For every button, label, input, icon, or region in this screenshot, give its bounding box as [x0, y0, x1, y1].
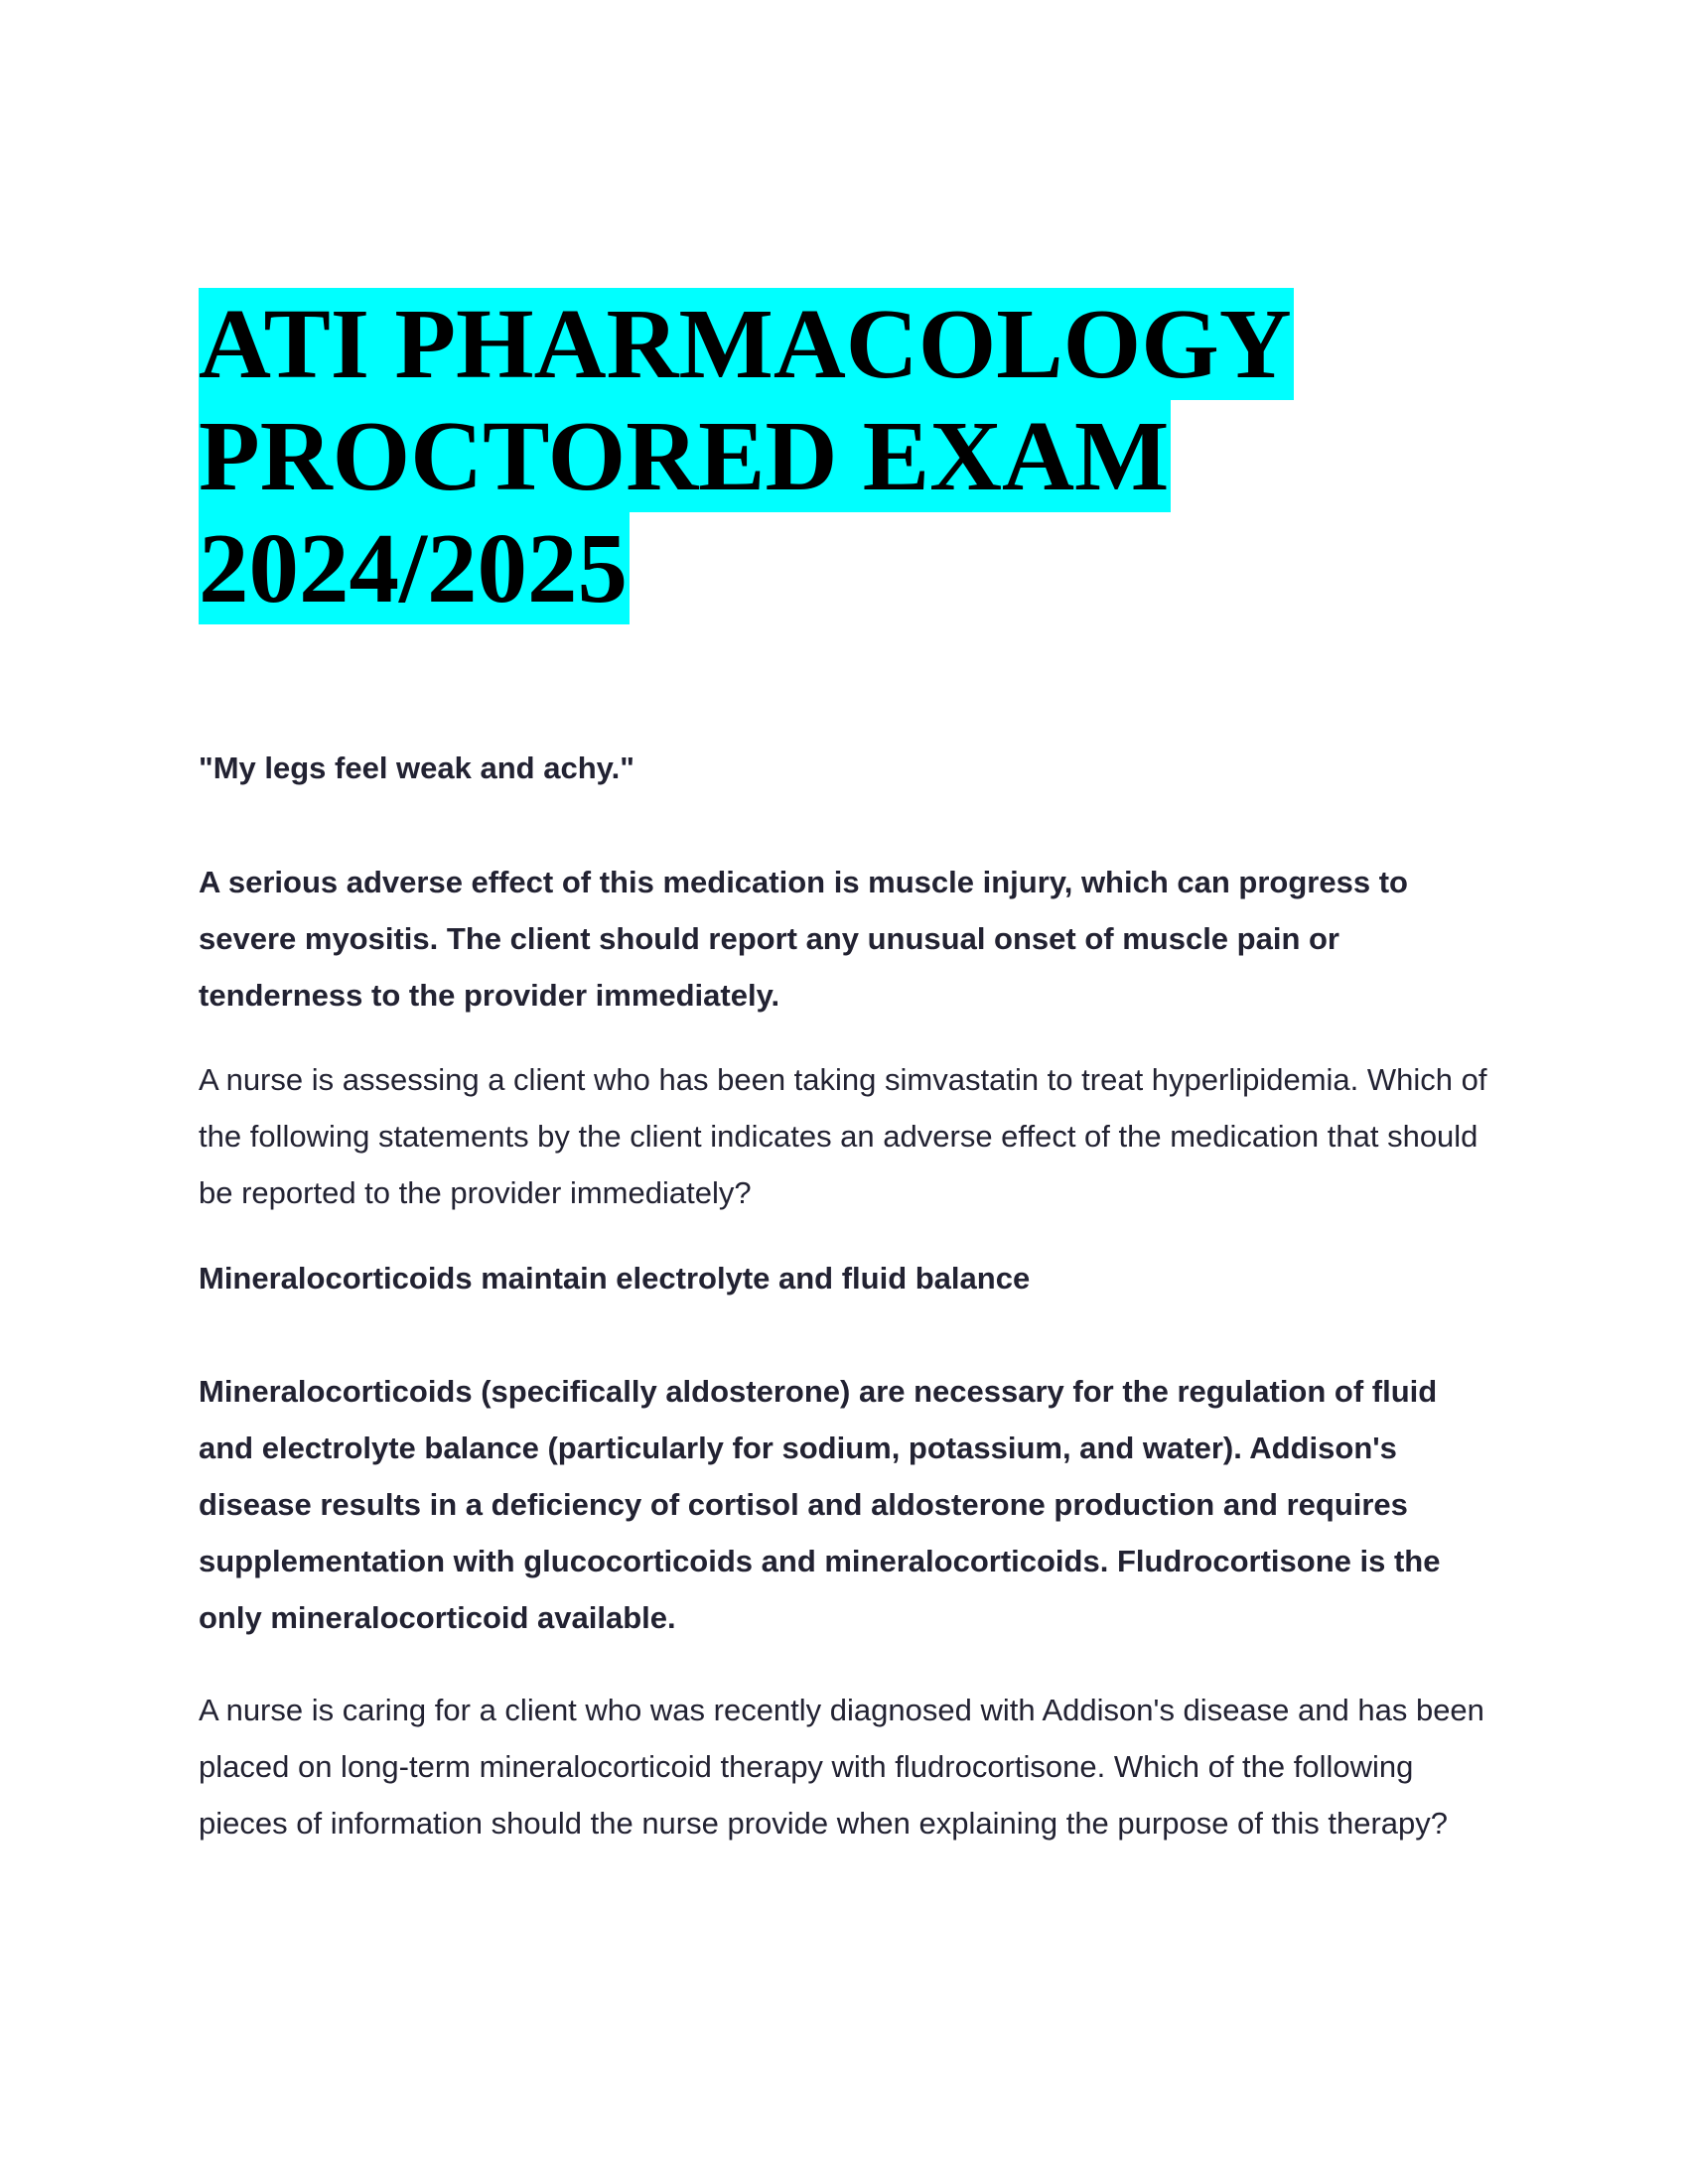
answer-1: "My legs feel weak and achy.": [199, 751, 634, 785]
title-line-2: PROCTORED EXAM: [199, 400, 1170, 511]
rationale-2: Mineralocorticoids (specifically aldosterone) are necessary for the regulation of fluid and electrolyte balance (particularly for sodium, potassium, and water). Addison's disease results in a deficiency of cortisol and aldosterone production and requires supplementation with glucocorticoids and mineralocorticoids. Fludrocortisone is the only mineralocorticoid available.: [199, 1374, 1441, 1635]
question-2: A nurse is caring for a client who was recently diagnosed with Addison's disease and has been placed on long-term mineralocorticoid therapy with fludrocortisone. Which of the following pieces of information should the nurse provide when explaining the purpose of this therapy?: [199, 1693, 1484, 1841]
document-title: [199, 288, 1489, 624]
answer-2: Mineralocorticoids maintain electrolyte and fluid balance: [199, 1261, 1031, 1296]
rationale-1: A serious adverse effect of this medication is muscle injury, which can progress to severe myositis. The client should report any unusual onset of muscle pain or tenderness to the provider immediately.: [199, 865, 1408, 1013]
title-line-1: ATI PHARMACOLOGY: [199, 288, 1292, 399]
question-1: A nurse is assessing a client who has been taking simvastatin to treat hyperlipidemia. Which of the following statements by the client indicates an adverse effect of the medication that should be reported to the provider immediately?: [199, 1062, 1487, 1210]
title-line-3: 2024/2025: [199, 512, 629, 623]
